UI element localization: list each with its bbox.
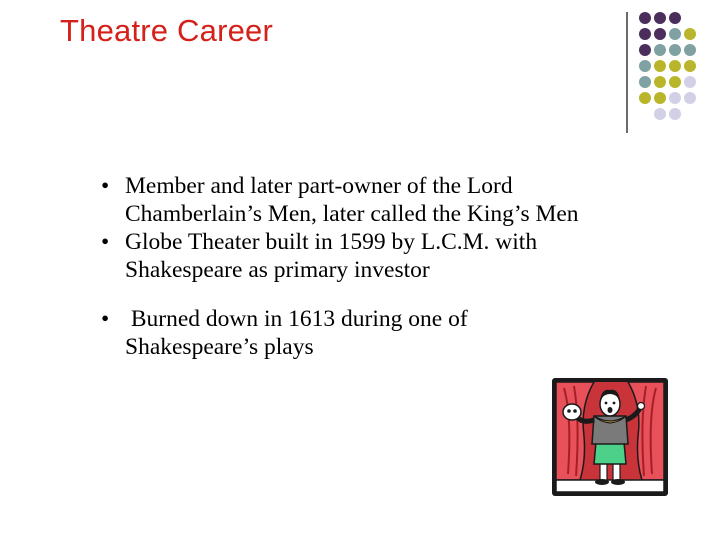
bullet-marker: • xyxy=(101,173,110,199)
bullet-text: Burned down in 1613 during one of Shakespeare’s plays xyxy=(125,306,474,360)
dot xyxy=(684,92,696,104)
bullet-list xyxy=(101,172,661,361)
dot xyxy=(639,44,651,56)
dot xyxy=(654,12,666,24)
dot xyxy=(639,76,651,88)
dot xyxy=(654,108,666,120)
dot xyxy=(669,108,681,120)
dot xyxy=(669,44,681,56)
bullet-text: Member and later part-owner of the Lord Chamberlain’s Men, later called the King’s Men xyxy=(125,173,579,227)
dot xyxy=(639,60,651,72)
dot xyxy=(654,60,666,72)
bullet-item xyxy=(101,305,565,361)
bullet-item xyxy=(101,172,645,228)
dot xyxy=(669,76,681,88)
dot xyxy=(639,92,651,104)
dot xyxy=(669,92,681,104)
dot xyxy=(654,76,666,88)
slide-title: Theatre Career xyxy=(60,13,274,48)
theater-actor-icon xyxy=(550,376,670,498)
dot xyxy=(669,28,681,40)
decorative-dot-grid xyxy=(639,10,719,120)
dot xyxy=(684,28,696,40)
dot xyxy=(684,44,696,56)
dot xyxy=(684,76,696,88)
dot xyxy=(654,44,666,56)
dot xyxy=(669,12,681,24)
dot xyxy=(669,60,681,72)
dot xyxy=(639,12,651,24)
dot xyxy=(654,92,666,104)
dot xyxy=(654,28,666,40)
dot xyxy=(684,60,696,72)
title-divider-line xyxy=(626,12,628,133)
bullet-marker: • xyxy=(101,306,110,332)
dot xyxy=(639,28,651,40)
bullet-marker: • xyxy=(101,229,110,255)
bullet-item xyxy=(101,228,645,284)
bullet-text: Globe Theater built in 1599 by L.C.M. with Shakespeare as primary investor xyxy=(125,229,538,283)
